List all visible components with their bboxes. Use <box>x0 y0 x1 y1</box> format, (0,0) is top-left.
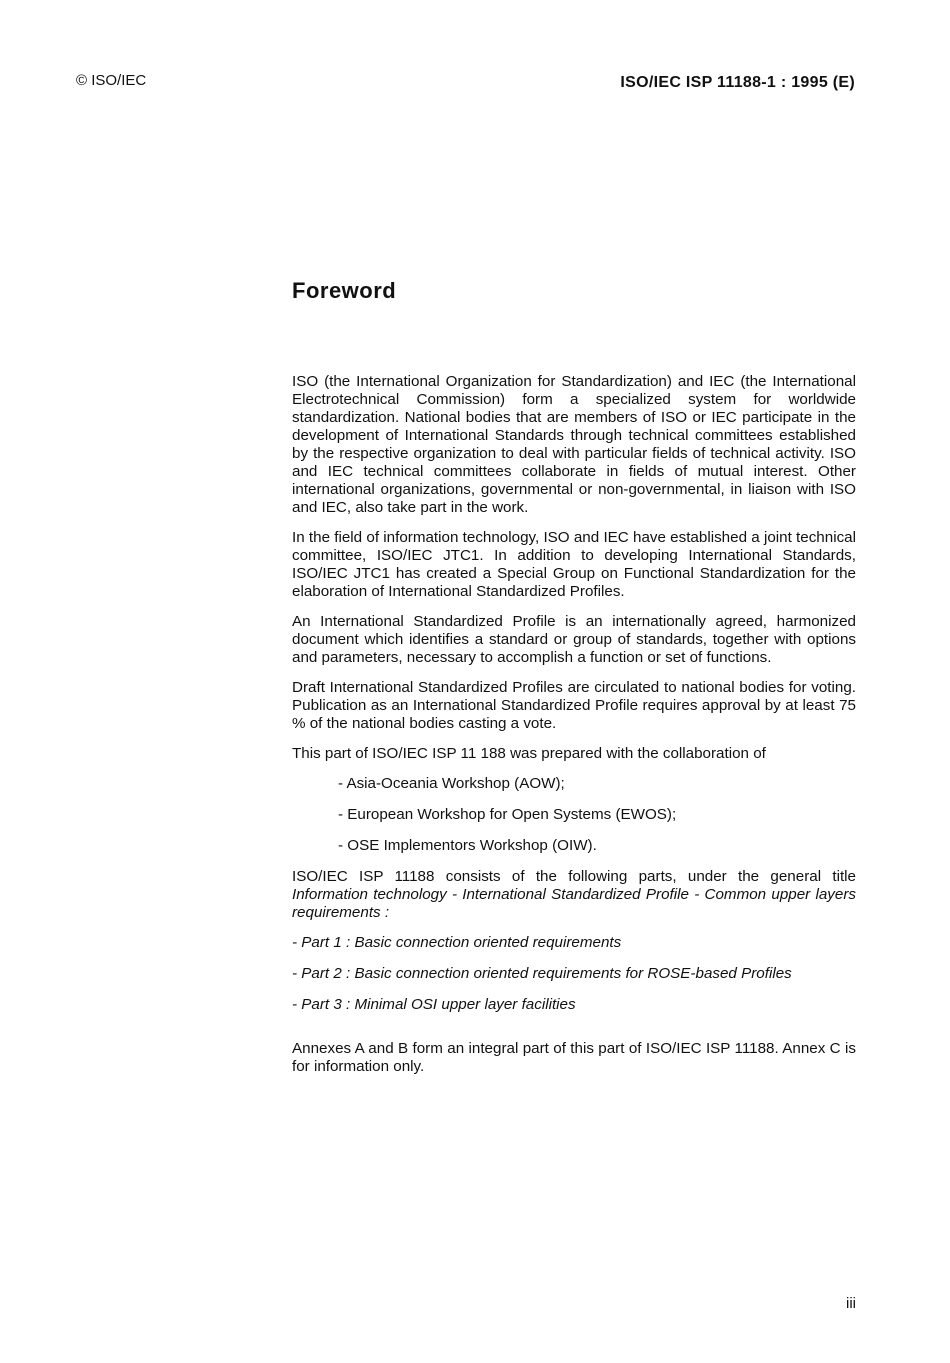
copyright-header: © ISO/IEC <box>76 72 147 89</box>
collaborator-item: - OSE Implementors Workshop (OIW). <box>338 837 597 854</box>
collaborator-item: - Asia-Oceania Workshop (AOW); <box>338 775 565 792</box>
part-item: - Part 1 : Basic connection oriented requirements <box>292 934 622 951</box>
page-title: Foreword <box>292 278 397 303</box>
paragraph: This part of ISO/IEC ISP 11 188 was prepared with the collaboration of <box>292 745 766 762</box>
paragraph: ISO (the International Organization for Standardization) and IEC (the International Electrotechnical Commission) form a specialized system for worldwide standardization. National bodies that are members of ISO or IEC participate in the development of International Standards through technical committees established by the respective organization to deal with particular fields of technical activity. ISO and IEC technical committees collaborate in fields of mutual interest. Other international organizations, governmental or non-governmental, in liaison with ISO and IEC, also take part in the work. <box>292 373 856 516</box>
page-number: iii <box>846 1295 856 1312</box>
parts-intro: ISO/IEC ISP 11188 consists of the following parts, under the general title <box>292 868 856 885</box>
parts-intro-paragraph <box>292 868 856 922</box>
annex-note: Annexes A and B form an integral part of this part of ISO/IEC ISP 11188. Annex C is for information only. <box>292 1040 856 1075</box>
document-id-header: ISO/IEC ISP 11188-1 : 1995 (E) <box>620 74 855 91</box>
paragraph: In the field of information technology, ISO and IEC have established a joint technical committee, ISO/IEC JTC1. In addition to developing International Standards, ISO/IEC JTC1 has created a Special Group on Functional Standardization for the elaboration of International Standardized Profiles. <box>292 529 856 600</box>
part-item: - Part 3 : Minimal OSI upper layer facilities <box>292 996 576 1013</box>
general-title: Information technology - International Standardized Profile - Common upper layers requirements : <box>292 886 856 921</box>
foreword-body <box>292 373 856 1088</box>
paragraph: An International Standardized Profile is an internationally agreed, harmonized document which identifies a standard or group of standards, together with options and parameters, necessary to accomplish a function or set of functions. <box>292 613 856 666</box>
part-item: - Part 2 : Basic connection oriented requirements for ROSE-based Profiles <box>292 965 792 982</box>
collaborator-item: - European Workshop for Open Systems (EWOS); <box>338 806 677 823</box>
paragraph: Draft International Standardized Profiles are circulated to national bodies for voting. Publication as an International Standardized Profile requires approval by at least 75 % of the national bodies casting a vote. <box>292 679 856 732</box>
